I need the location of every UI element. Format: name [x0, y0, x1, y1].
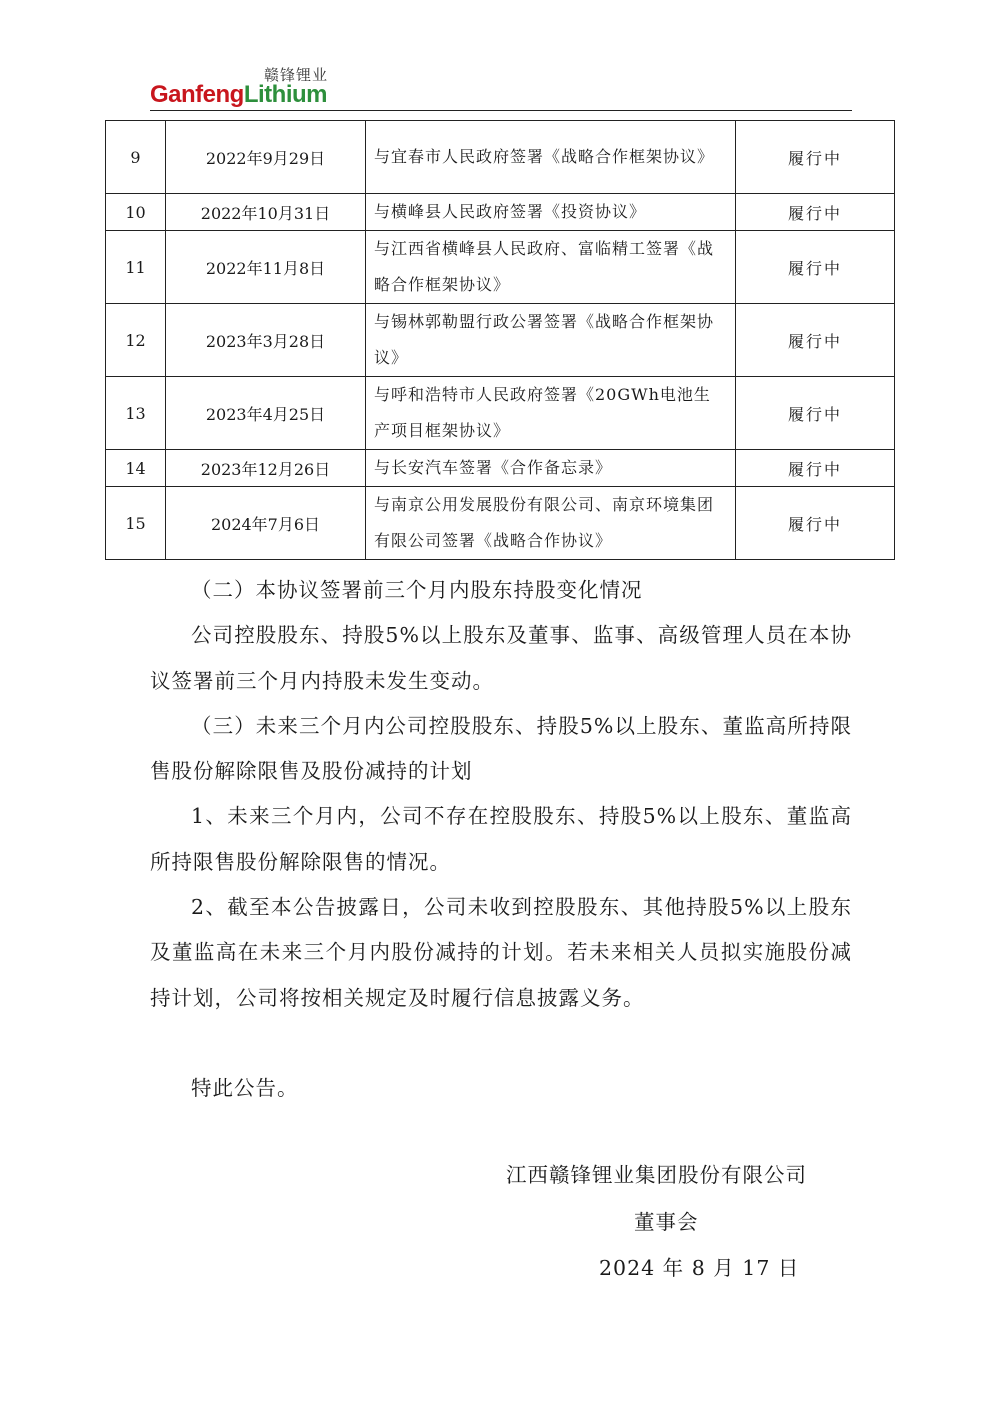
row-status: 履行中	[736, 377, 895, 450]
closing-statement: 特此公告。	[191, 1075, 299, 1100]
signature-date: 2024 年 8 月 17 日	[599, 1256, 800, 1280]
row-number: 11	[106, 231, 166, 304]
row-description: 与长安汽车签署《合作备忘录》	[366, 450, 736, 487]
row-description: 与江西省横峰县人民政府、富临精工签署《战略合作框架协议》	[366, 231, 736, 304]
row-status: 履行中	[736, 487, 895, 560]
row-date: 2022年11月8日	[166, 231, 366, 304]
table-row	[106, 194, 895, 231]
table-row	[106, 121, 895, 194]
row-description: 与锡林郭勒盟行政公署签署《战略合作框架协议》	[366, 304, 736, 377]
paragraph-shareholding-unchanged: 公司控股股东、持股5%以上股东及董事、监事、高级管理人员在本协议签署前三个月内持股未发生变动。	[150, 623, 852, 693]
announcement-body	[150, 568, 852, 1111]
row-description: 与横峰县人民政府签署《投资协议》	[366, 194, 736, 231]
row-status: 履行中	[736, 194, 895, 231]
logo-text-ganfeng: Ganfeng	[150, 81, 244, 108]
row-number: 13	[106, 377, 166, 450]
row-date: 2022年10月31日	[166, 194, 366, 231]
row-number: 14	[106, 450, 166, 487]
header-divider	[150, 110, 852, 111]
row-description: 与呼和浩特市人民政府签署《20GWh电池生产项目框架协议》	[366, 377, 736, 450]
row-number: 12	[106, 304, 166, 377]
row-date: 2023年12月26日	[166, 450, 366, 487]
row-status: 履行中	[736, 450, 895, 487]
row-number: 15	[106, 487, 166, 560]
row-description: 与宜春市人民政府签署《战略合作框架协议》	[366, 121, 736, 194]
paragraph-item-2: 2、截至本公告披露日，公司未收到控股股东、其他持股5%以上股东及董监高在未来三个月内股份减持的计划。若未来相关人员拟实施股份减持计划，公司将按相关规定及时履行信息披露义务。	[150, 895, 852, 1010]
section-heading-future-plans: （三）未来三个月内公司控股股东、持股5%以上股东、董监高所持限售股份解除限售及股份减持的计划	[150, 713, 852, 784]
row-date: 2023年3月28日	[166, 304, 366, 377]
row-number: 9	[106, 121, 166, 194]
row-date: 2023年4月25日	[166, 377, 366, 450]
logo-text-lithium: Lithium	[243, 81, 327, 108]
table-row	[106, 231, 895, 304]
section-heading-shareholding-change: （二）本协议签署前三个月内股东持股变化情况	[191, 578, 643, 602]
table-row	[106, 487, 895, 560]
signature-board: 董事会	[634, 1210, 699, 1234]
row-status: 履行中	[736, 121, 895, 194]
table-row	[106, 377, 895, 450]
paragraph-item-1: 1、未来三个月内，公司不存在控股股东、持股5%以上股东、董监高所持限售股份解除限售的情况。	[150, 804, 852, 874]
signature-company: 江西赣锋锂业集团股份有限公司	[506, 1163, 807, 1187]
logo-chinese-name: 赣锋锂业	[264, 66, 329, 84]
page-header	[150, 64, 852, 112]
row-date: 2024年7月6日	[166, 487, 366, 560]
row-status: 履行中	[736, 304, 895, 377]
row-number: 10	[106, 194, 166, 231]
row-status: 履行中	[736, 231, 895, 304]
table-row	[106, 304, 895, 377]
row-date: 2022年9月29日	[166, 121, 366, 194]
agreements-table	[105, 120, 895, 560]
table-row	[106, 450, 895, 487]
row-description: 与南京公用发展股份有限公司、南京环境集团有限公司签署《战略合作协议》	[366, 487, 736, 560]
company-logo	[150, 82, 327, 108]
